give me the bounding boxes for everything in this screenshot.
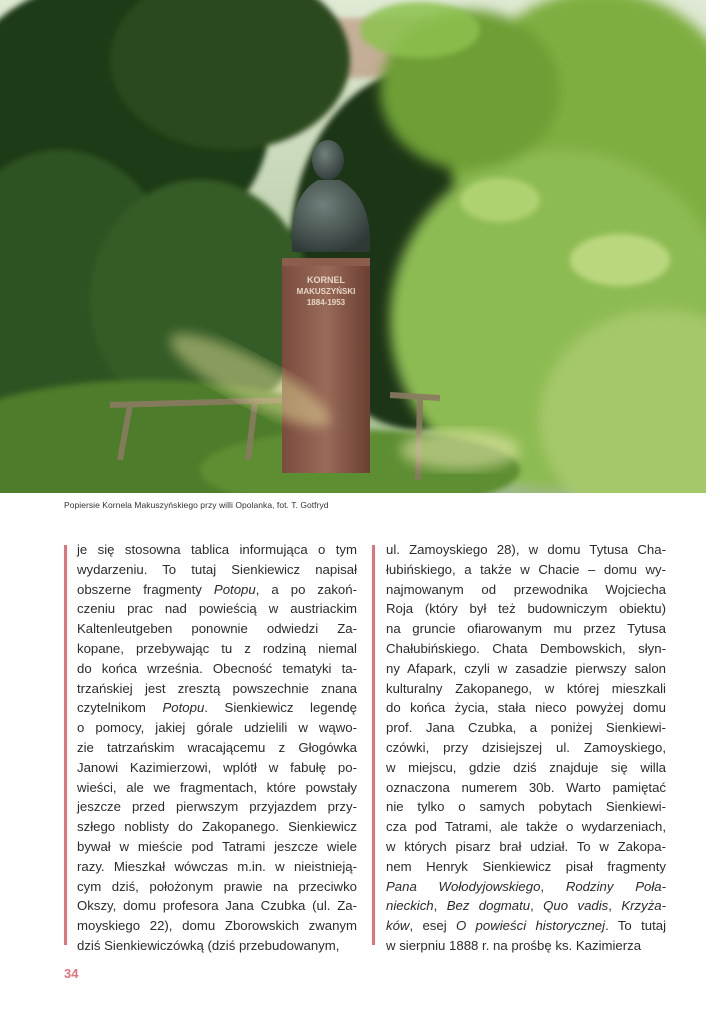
text-line: prof. Jana Czubka, a poniżej Sienkiewi- — [386, 720, 666, 736]
text-line: je się stosowna tablica informująca o tym — [77, 542, 357, 557]
text-line: w sierpniu 1888 r. na prośbę ks. Kazimierza — [386, 937, 642, 953]
text-line: Roja (który był też budowniczym obiektu) — [386, 601, 666, 617]
text-line: wydarzeniu. To tutaj Sienkiewicz napisał — [77, 561, 357, 577]
text-line: cym dziś, położonym prawie na przeciwko — [77, 878, 357, 894]
italic-title: Krzyża- — [621, 898, 667, 914]
text-line: dziś Sienkiewiczówką (dziś przebudowanym, — [77, 937, 340, 953]
text-line: w miejscu, gdzie dziś znajduje się willa — [386, 759, 666, 775]
photo-caption: Popiersie Kornela Makuszyńskiego przy willi Opolanka, fot. T. Gotfryd — [64, 500, 329, 510]
text-line: oznaczona numerem 30b. Warto pamiętać — [386, 779, 666, 795]
text-line: o pomocy, jakiej górale udzielili w wąwo- — [77, 720, 357, 736]
text-line: moyskiego 22), domu Zborowskich zwanym — [77, 918, 357, 934]
text-line: do końca życia, stała nieco powyżej domu — [386, 700, 666, 716]
italic-title: Potopu — [162, 700, 205, 716]
text-line: czytelnikom Potopu. Sienkiewicz legendę — [77, 700, 357, 716]
italic-title: Bez dogmatu — [446, 898, 531, 914]
plaque-line-1: KORNEL — [307, 275, 345, 285]
text-line: razy. Mieszkał wówczas m.in. w nieistnieją- — [77, 858, 357, 874]
text-line: Pana Wołodyjowskiego, Rodziny Poła- — [386, 878, 666, 894]
text-line: trzańskiej jest zresztą powszechnie znana — [77, 680, 357, 696]
text-line: nie tylko o samych pobytach Sienkiewi- — [386, 799, 666, 815]
italic-title: Pana Wołodyjowskiego — [386, 878, 541, 894]
text-line: najmowanym od przewodnika Wojciecha — [386, 581, 666, 597]
text-line: nieckich, Bez dogmatu, Quo vadis, Krzyża- — [386, 898, 667, 914]
text-line: Kaltenleutgeben ponownie odwiedzi Za- — [77, 621, 357, 637]
text-line: w których pisarz brał udział. To w Zakopa- — [386, 838, 666, 854]
italic-title: Quo vadis — [543, 898, 609, 914]
text-line: obszerne fragmenty Potopu, a po zakoń- — [77, 581, 357, 597]
italic-title: ków — [386, 918, 410, 934]
text-line: kulturalny Zakopanego, w której mieszkali — [386, 680, 666, 696]
left-text-column — [77, 540, 357, 956]
text-line: łubińskiego, a także w Chacie – domu wy- — [386, 561, 666, 577]
text-line: Okszy, domu profesora Jana Czubka (ul. Za- — [77, 898, 357, 914]
text-line: nem Henryk Sienkiewicz pisał fragmenty — [386, 858, 666, 874]
text-line: do końca września. Obecność tematyki ta- — [77, 660, 357, 676]
text-line: zie tatrzańskim wracającemu z Głogówka — [77, 739, 357, 755]
text-line: kopane, przebywając tu z rodziną niemal — [77, 640, 357, 656]
page-number: 34 — [64, 966, 79, 981]
italic-title: O powieści historycznej — [455, 918, 606, 934]
text-line: czówki, przy dzisiejszej ul. Zamoyskiego, — [386, 739, 666, 755]
text-line: Chałubińskiego. Chata Dembowskich, słyn- — [386, 640, 666, 656]
text-line: jeszcze przed pierwszym przyjazdem przy- — [77, 799, 357, 815]
italic-title: Rodziny Poła- — [565, 878, 666, 894]
text-line: ul. Zamoyskiego 28), w domu Tytusa Cha- — [386, 542, 666, 557]
right-text-column — [386, 540, 666, 956]
text-line: bywał w mieście pod Tatrami jeszcze wiele — [77, 838, 357, 854]
right-accent-bar — [372, 545, 375, 945]
text-line: na gruncie ofiarowanym mu przez Tytusa — [386, 621, 666, 637]
text-line: cza pod Tatrami, ale także o wydarzeniach, — [386, 819, 666, 835]
plaque-line-3: 1884-1953 — [306, 298, 346, 307]
photo-monument — [0, 0, 706, 493]
text-line: Janowi Kazimierzowi, wplótł w fabułę po- — [77, 759, 357, 775]
text-line: czeniu prac nad powieścią w austriackim — [77, 601, 357, 617]
text-line: ków, esej O powieści historycznej. To tutaj — [386, 918, 667, 934]
left-accent-bar — [64, 545, 67, 945]
italic-title: nieckich — [386, 898, 434, 914]
plaque-line-2: MAKUSZYŃSKI — [296, 287, 356, 296]
italic-title: Potopu — [213, 581, 256, 597]
text-line: wieści, ale we fragmentach, które powstały — [77, 779, 357, 795]
text-line: ny Afapark, czyli w zasadzie pierwszy salon — [386, 660, 666, 676]
text-line: szłego noblisty do Zakopanego. Sienkiewicz — [77, 819, 357, 835]
